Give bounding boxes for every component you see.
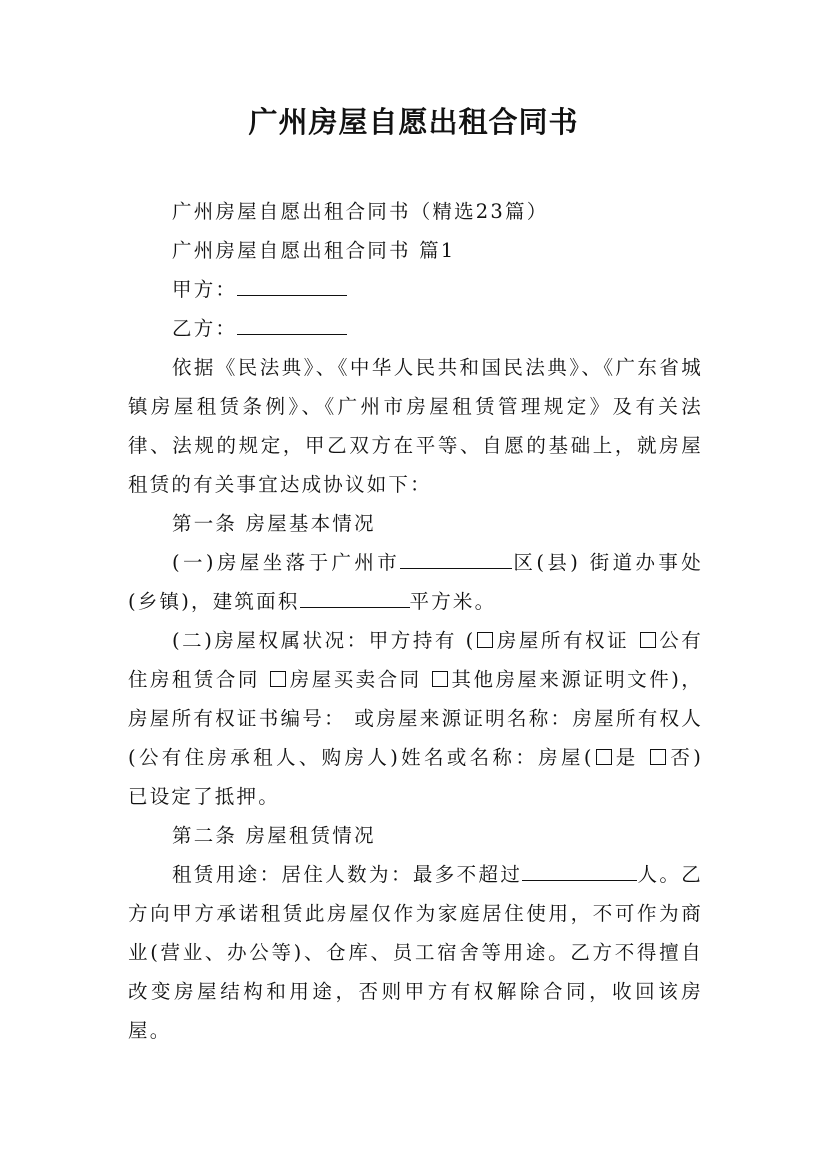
article1-item1-text-b: 区(县) 街道办事处(乡镇)，建筑面积 [128,551,703,613]
party-b-blank [237,312,347,335]
party-a-line [128,270,703,309]
party-a-blank [237,273,347,296]
no-option-label: 否 [669,746,694,769]
document-title: 广州房屋自愿出租合同书 [248,105,579,139]
checkbox-icon [477,632,493,648]
checkbox-icon [650,749,666,765]
article2-usage-text-a: 租赁用途：居住人数为：最多不超过 [172,863,523,886]
chapter-line: 广州房屋自愿出租合同书 篇1 [172,239,456,262]
other-document-option-label: 其他房屋来源证明文件 [451,668,672,691]
yes-option-label: 是 [614,746,639,769]
article2-heading: 第二条 房屋租赁情况 [172,824,376,847]
checkbox-icon [432,671,448,687]
article1-item2-text-a: (二)房屋权属状况：甲方持有 ( [172,629,476,652]
document-body [128,192,703,1050]
party-b-label: 乙方： [172,317,238,340]
city-district-blank [400,546,512,569]
party-b-line [128,309,703,348]
article1-heading: 第一条 房屋基本情况 [172,512,376,535]
article1-item1-text-c: 平方米。 [409,590,497,613]
area-blank [300,585,410,608]
article1-item1 [128,543,703,621]
party-a-label: 甲方： [172,278,238,301]
subtitle-line: 广州房屋自愿出租合同书（精选23篇） [172,200,549,223]
checkbox-icon [270,671,286,687]
cert-option-label: 房屋所有权证 [496,629,630,652]
article2-usage [128,855,703,1050]
public-housing-option-label: 公有住房租赁合同 [128,629,703,691]
article2-usage-text-b: 人。乙方向甲方承诺租赁此房屋仅作为家庭居住使用，不可作为商业(营业、办公等)、仓库、员工宿舍等用途。乙方不得擅自改变房屋结构和用途，否则甲方有权解除合同，收回该房屋。 [128,863,703,1042]
occupants-blank [522,858,637,881]
article1-item2-text-b: )，房屋所有权证书编号： 或房屋来源证明名称：房屋所有权人(公有住房承租人、购房人)姓名或名称：房屋( [128,668,703,769]
sale-contract-option-label: 房屋买卖合同 [289,668,422,691]
checkbox-icon [596,749,612,765]
article1-item2-text-c: ) 已设定了抵押。 [128,746,703,808]
article1-item2 [128,621,703,816]
article1-item1-text-a: (一)房屋坐落于广州市 [172,551,401,574]
intro-paragraph: 依据《民法典》、《中华人民共和国民法典》、《广东省城镇房屋租赁条例》、《广州市房屋租赁管理规定》及有关法律、法规的规定，甲乙双方在平等、自愿的基础上，就房屋租赁的有关事宜达成协议如下： [128,356,703,496]
checkbox-icon [640,632,656,648]
